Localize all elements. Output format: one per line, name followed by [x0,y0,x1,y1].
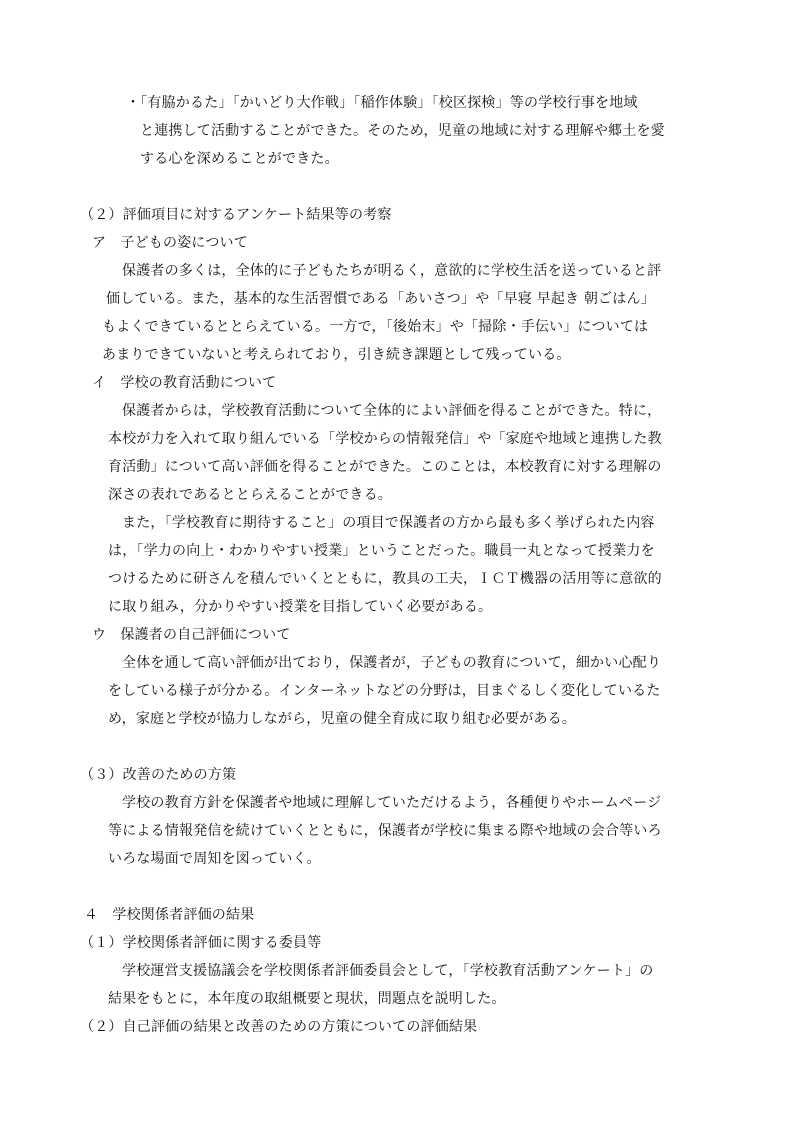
section-4-sub1-line-1: 学校運営支援協議会を学校関係者評価委員会として，「学校教育活動アンケート」の [122,963,654,979]
section-4-sub2-heading: （２）自己評価の結果と改善のための方策についての評価結果 [80,1019,478,1035]
subsection-a-line-1: 保護者の多くは，全体的に子どもたちが明るく，意欲的に学校生活を送っていると評 [122,263,662,279]
section-3-line-3: いろな場面で周知を図っていく。 [108,851,321,867]
section-3-line-1: 学校の教育方針を保護者や地域に理解していただけるよう，各種便りやホームページ [122,795,662,811]
section-2-heading: （２）評価項目に対するアンケート結果等の考察 [80,207,392,223]
subsection-a-line-3: もよくできているととらえている。一方で，「後始末」や「掃除・手伝い」については [102,319,649,335]
bullet-line-2: と連携して活動することができた。そのため，児童の地域に対する理解や郷土を愛 [140,123,665,139]
subsection-i-line-2: 本校が力を入れて取り組んでいる「学校からの情報発信」や「家庭や地域と連携した教 [108,431,662,447]
section-4-sub1-heading: （１）学校関係者評価に関する委員等 [80,935,322,951]
subsection-u-line-2: をしている様子が分かる。インターネットなどの分野は，目まぐるしく変化しているた [108,683,661,699]
subsection-a-heading: ア 子どもの姿について [92,235,248,251]
section-3-line-2: 等による情報発信を続けていくとともに，保護者が学校に集まる際や地域の会合等いろ [108,823,662,839]
subsection-i-heading: イ 学校の教育活動について [92,375,277,391]
section-4-heading: ４ 学校関係者評価の結果 [84,907,255,923]
subsection-i-line-3: 育活動」について高い評価を得ることができた。このことは，本校教育に対する理解の [108,459,662,475]
subsection-a-line-2: 価している。また，基本的な生活習慣である「あいさつ」や「早寝 早起き 朝ごはん」 [106,291,655,307]
subsection-i-line-4: 深さの表れであるととらえることができる。 [108,487,392,503]
subsection-u-line-3: め，家庭と学校が協力しながら，児童の健全育成に取り組む必要がある。 [108,711,577,727]
subsection-i-line-5: また，「学校教育に期待すること」の項目で保護者の方から最も多く挙げられた内容 [122,515,655,531]
section-3-heading: （３）改善のための方策 [80,767,237,783]
subsection-i-line-7: つけるために研さんを積んでいくとともに，教具の工夫，ＩＣＴ機器の活用等に意欲的 [108,571,662,587]
subsection-i-line-6: は，「学力の向上・わかりやすい授業」ということだった。職員一丸となって授業力を [108,543,655,559]
subsection-a-line-4: あまりできていないと考えられており，引き続き課題として残っている。 [102,347,571,363]
bullet-line-1: ・「有脇かるた」「かいどり大作戦」「稲作体験」「校区探検」等の学校行事を地域 [126,95,638,111]
subsection-u-heading: ウ 保護者の自己評価について [92,627,291,643]
subsection-u-line-1: 全体を通して高い評価が出ており，保護者が，子どもの教育について，細かい心配り [122,655,662,671]
subsection-i-line-8: に取り組み，分かりやすい授業を目指していく必要がある。 [108,599,493,615]
section-4-sub1-line-2: 結果をもとに，本年度の取組概要と現状，問題点を説明した。 [108,991,506,1007]
subsection-i-line-1: 保護者からは，学校教育活動について全体的によい評価を得ることができた。特に， [122,403,662,419]
bullet-line-3: する心を深めることができた。 [140,151,339,167]
